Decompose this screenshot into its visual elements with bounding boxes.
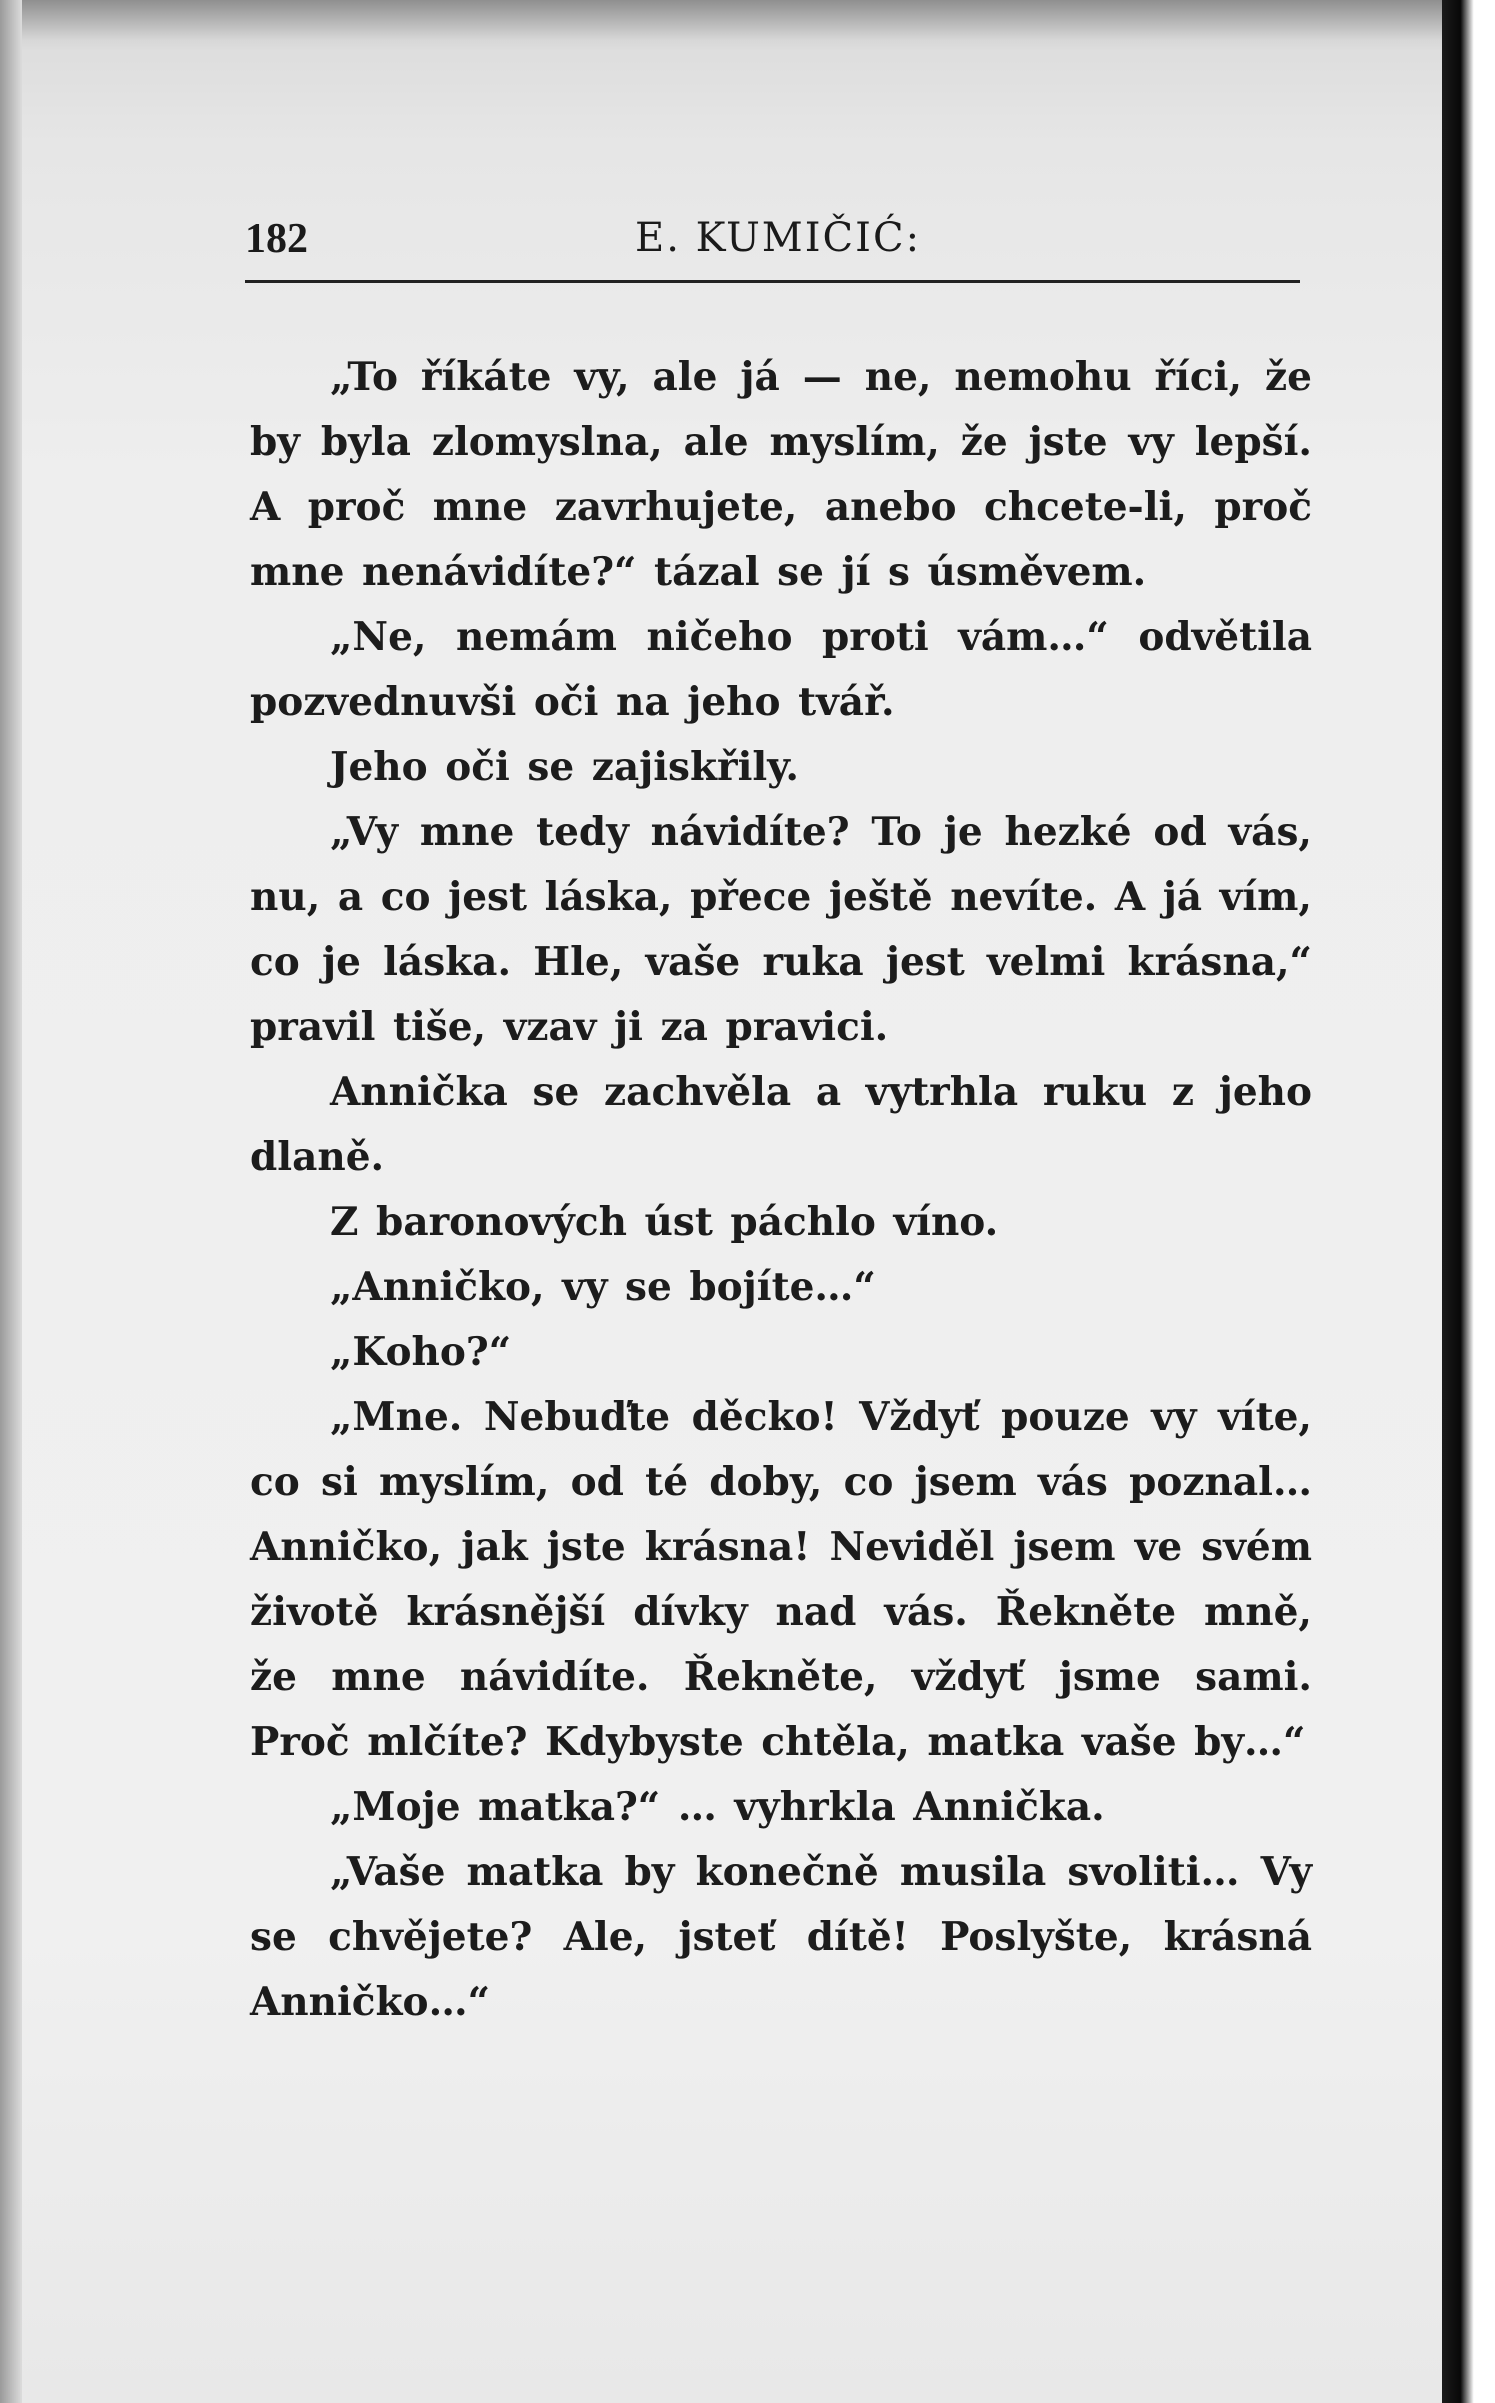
page-header — [245, 215, 1300, 275]
paragraph: „Vy mne tedy návidíte? To je hezké od vás, nu, a co jest láska, přece ještě nevíte. A já vím, co je láska. Hle, vaše ruka jest velmi krásna,“ pravil tiše, vzav ji za pravici. — [250, 809, 1312, 1050]
page-left-shadow — [0, 0, 22, 2403]
paragraph: „Mne. Nebuďte děcko! Vždyť pouze vy víte, co si myslím, od té doby, co jsem vás poznal… Anničko, jak jste krásna! Neviděl jsem ve svém životě krásnější dívky nad vás. Řekněte mně, že mne návidíte. Řekněte, vždyť jsme sami. Proč mlčíte? Kdybyste chtěla, matka vaše by…“ — [250, 1394, 1312, 1765]
paragraph: „Ne, nemám ničeho proti vám…“ odvětila pozvednuvši oči na jeho tvář. — [250, 614, 1312, 725]
body-text — [250, 345, 1312, 2035]
page-top-shadow — [0, 0, 1442, 50]
running-head: E. KUMIČIĆ: — [635, 215, 922, 261]
page-number: 182 — [245, 216, 308, 262]
paragraph: „Anničko, vy se bojíte…“ — [330, 1264, 876, 1310]
paragraph: „Moje matka?“ … vyhrkla Annička. — [330, 1784, 1105, 1830]
header-rule — [245, 280, 1300, 283]
paragraph: Z baronových úst páchlo víno. — [330, 1199, 999, 1245]
paragraph: Jeho oči se zajiskřily. — [330, 744, 799, 790]
paragraph: Annička se zachvěla a vytrhla ruku z jeho dlaně. — [250, 1069, 1312, 1180]
paragraph: „Koho?“ — [330, 1329, 512, 1375]
paragraph: „To říkáte vy, ale já — ne, nemohu říci, že by byla zlomyslna, ale myslím, že jste vy lepší. A proč mne zavrhujete, anebo chcete-li, proč mne nenávidíte?“ tázal se jí s úsměvem. — [250, 354, 1312, 595]
paragraph: „Vaše matka by konečně musila svoliti… Vy se chvějete? Ale, jsteť dítě! Poslyšte, krásná Anničko…“ — [250, 1849, 1312, 2025]
page-right-edge — [1442, 0, 1495, 2403]
